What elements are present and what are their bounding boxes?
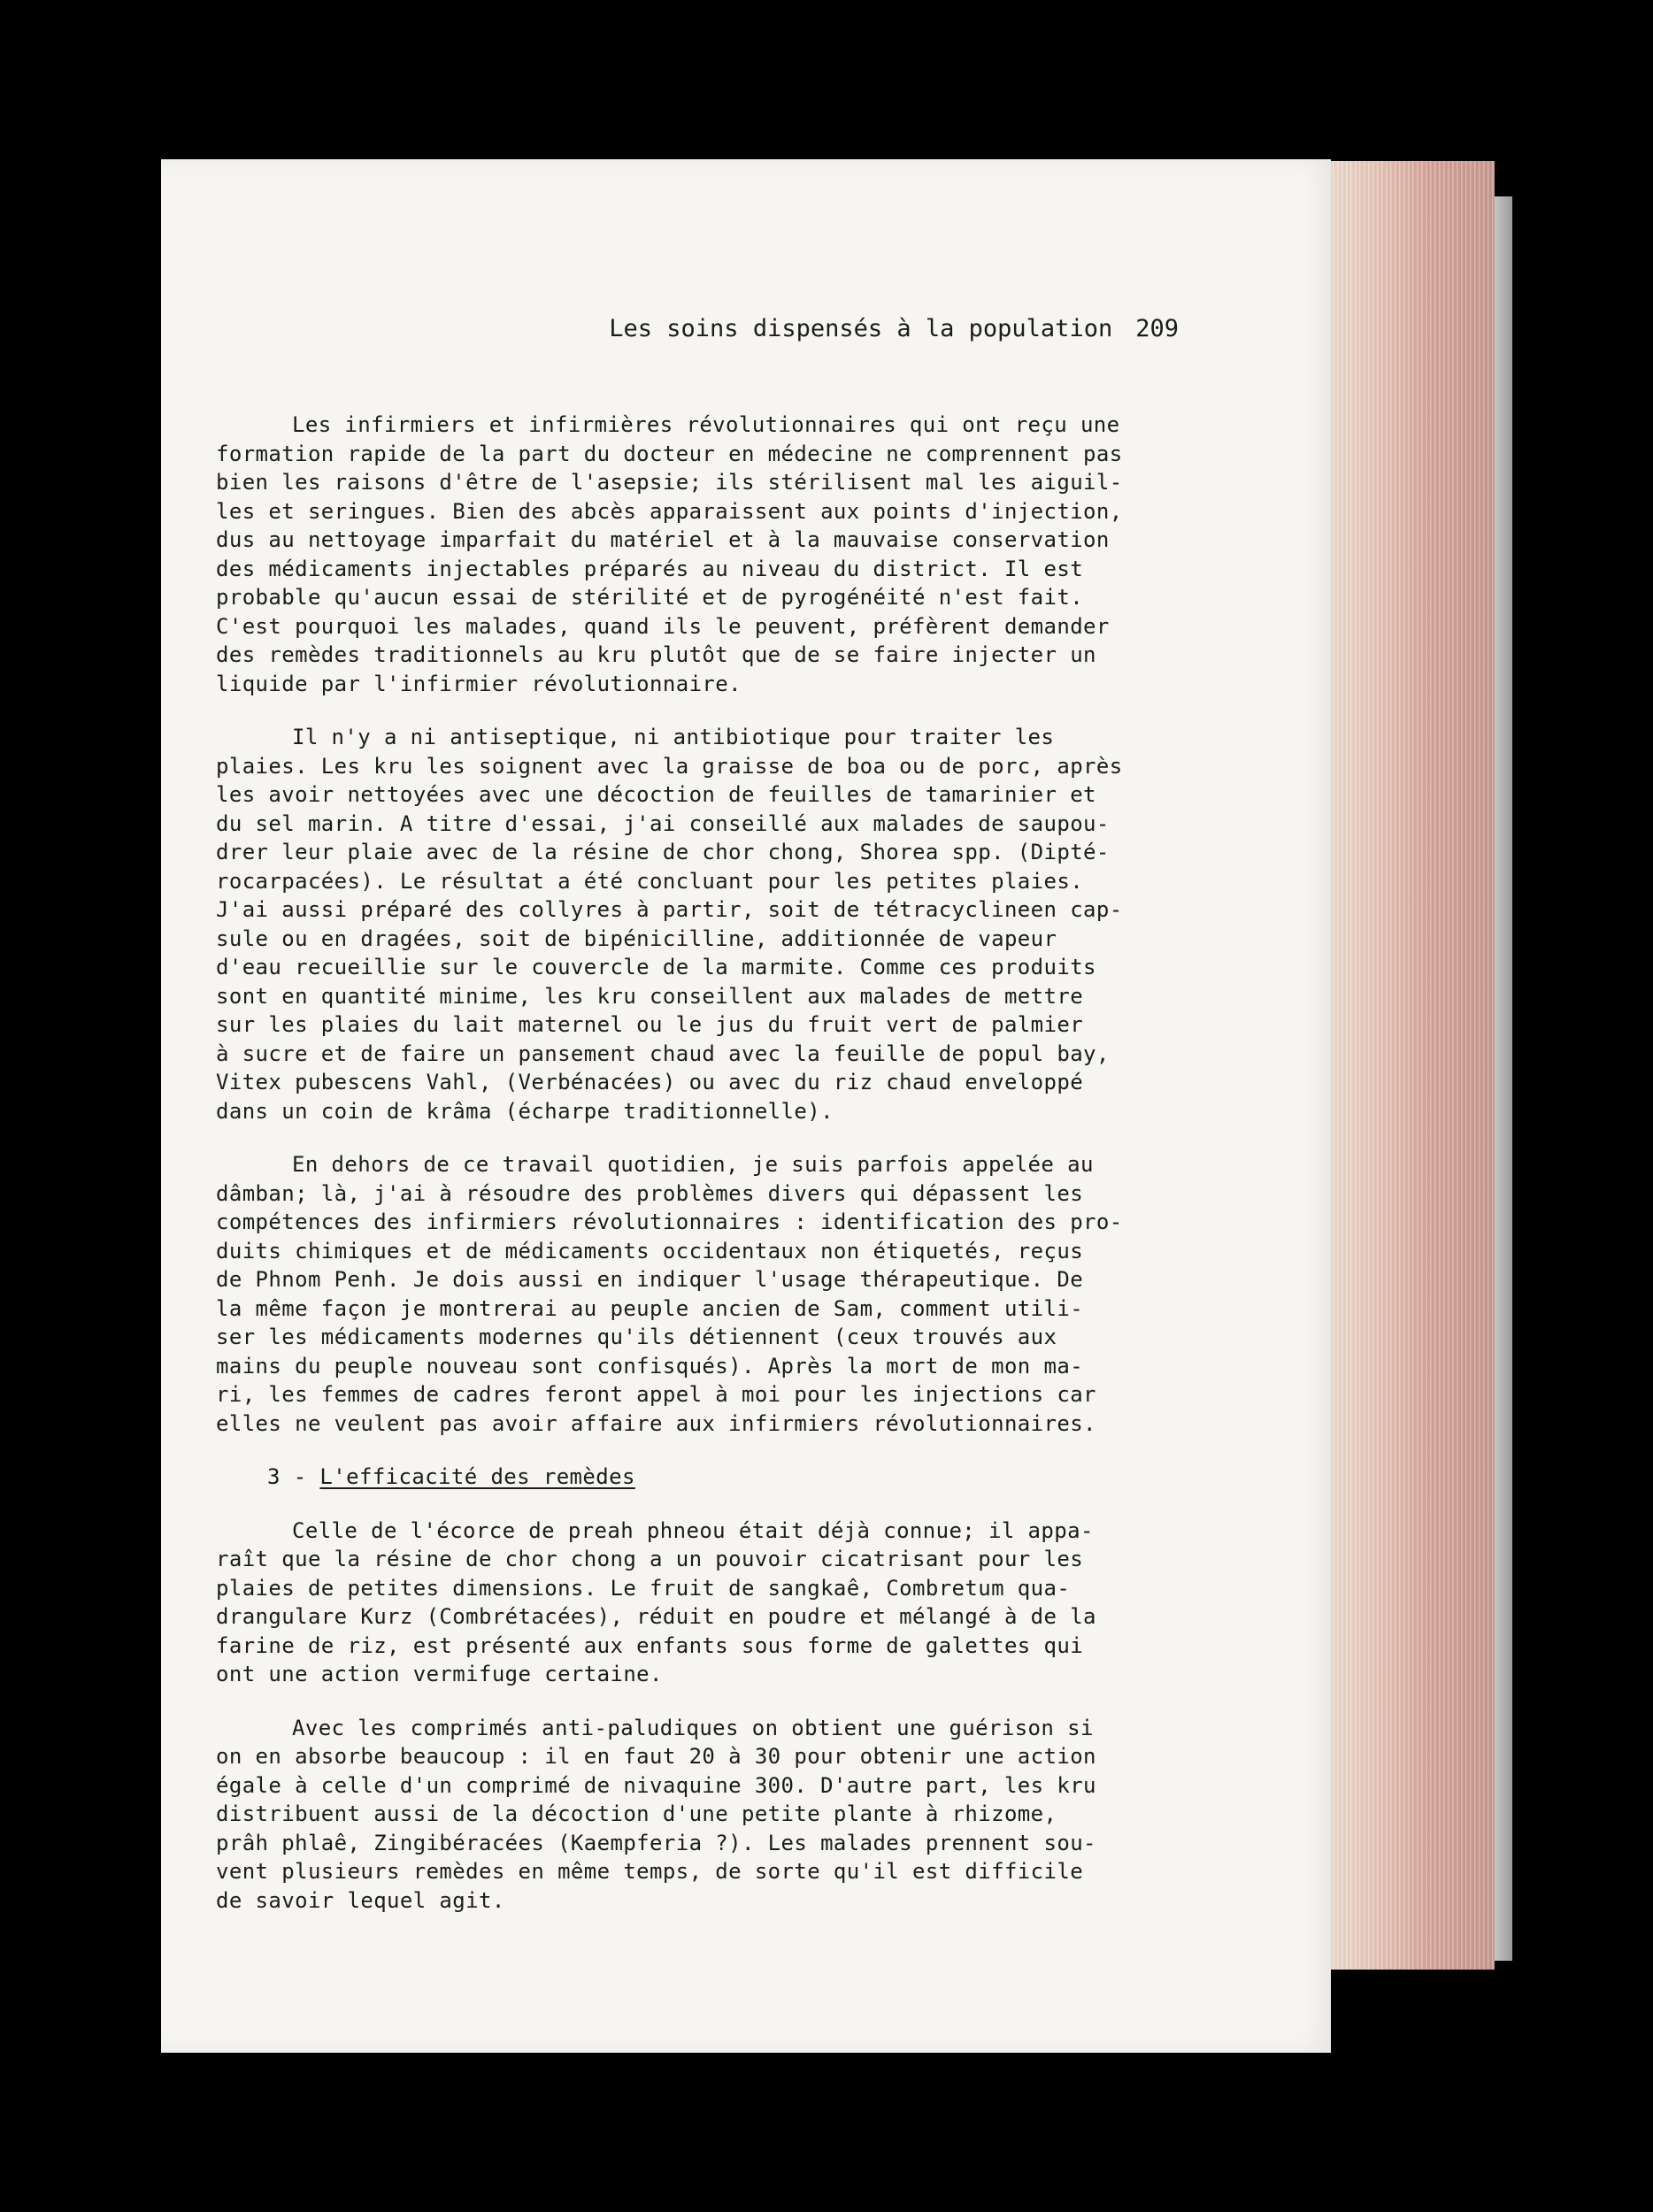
paragraph-2 bbox=[216, 723, 1170, 1125]
text-line: Avec les comprimés anti-paludiques on obtient une guérison si bbox=[292, 1715, 1094, 1740]
paragraph-3 bbox=[216, 1150, 1170, 1438]
text-line: Les infirmiers et infirmières révolutionnaires qui ont reçu une bbox=[292, 412, 1120, 437]
section-heading bbox=[216, 1463, 1170, 1492]
text-line: drer leur plaie avec de la résine de chor chong, Shorea spp. (Dipté- bbox=[216, 840, 1110, 864]
text-line: des médicaments injectables préparés au niveau du district. Il est bbox=[216, 556, 1084, 581]
running-header bbox=[609, 315, 1179, 342]
text-line: dâmban; là, j'ai à résoudre des problèmes divers qui dépassent les bbox=[216, 1180, 1084, 1206]
text-line: les avoir nettoyées avec une décoction de feuilles de tamarinier et bbox=[216, 782, 1096, 807]
text-line: à sucre et de faire un pansement chaud avec la feuille de popul bay, bbox=[216, 1041, 1110, 1066]
text-line: ont une action vermifuge certaine. bbox=[216, 1662, 663, 1686]
page-number: 209 bbox=[1135, 315, 1179, 342]
text-line: drangulare Kurz (Combrétacées), réduit en poudre et mélangé à de la bbox=[216, 1604, 1096, 1629]
text-line: vent plusieurs remèdes en même temps, de sorte qu'il est difficile bbox=[216, 1859, 1084, 1884]
text-line: ser les médicaments modernes qu'ils détiennent (ceux trouvés aux bbox=[216, 1325, 1057, 1349]
text-line: C'est pourquoi les malades, quand ils le peuvent, préfèrent demander bbox=[216, 613, 1110, 639]
text-line: sont en quantité minime, les kru conseillent aux malades de mettre bbox=[216, 983, 1084, 1009]
page-body bbox=[216, 411, 1170, 1915]
paragraph-1 bbox=[216, 411, 1170, 698]
header-title: Les soins dispensés à la population bbox=[609, 315, 1113, 342]
text-line: plaies de petites dimensions. Le fruit de sangkaê, Combretum qua- bbox=[216, 1575, 1071, 1601]
text-line: plaies. Les kru les soignent avec la graisse de boa ou de porc, après bbox=[216, 753, 1123, 779]
book-page bbox=[161, 159, 1331, 2053]
section-title: L'efficacité des remèdes bbox=[319, 1464, 635, 1489]
text-line: probable qu'aucun essai de stérilité et de pyrogénéité n'est fait. bbox=[216, 585, 1084, 610]
text-line: distribuent aussi de la décoction d'une petite plante à rhizome, bbox=[216, 1801, 1057, 1826]
text-line: sur les plaies du lait maternel ou le jus du fruit vert de palmier bbox=[216, 1012, 1084, 1037]
text-line: liquide par l'infirmier révolutionnaire. bbox=[216, 671, 742, 696]
text-line: d'eau recueillie sur le couvercle de la marmite. Comme ces produits bbox=[216, 955, 1096, 979]
text-line: En dehors de ce travail quotidien, je suis parfois appelée au bbox=[292, 1152, 1094, 1177]
text-line: des remèdes traditionnels au kru plutôt que de se faire injecter un bbox=[216, 642, 1096, 667]
text-line: égale à celle d'un comprimé de nivaquine 300. D'autre part, les kru bbox=[216, 1772, 1096, 1798]
text-line: rocarpacées). Le résultat a été concluant pour les petites plaies. bbox=[216, 868, 1084, 894]
text-line: mains du peuple nouveau sont confisqués). Après la mort de mon ma- bbox=[216, 1353, 1084, 1379]
text-line: prâh phlaê, Zingibéracées (Kaempferia ?). Les malades prennent sou- bbox=[216, 1830, 1096, 1855]
text-line: J'ai aussi préparé des collyres à partir, soit de tétracyclineen cap- bbox=[216, 897, 1123, 922]
paragraph-5 bbox=[216, 1714, 1170, 1916]
text-line: ri, les femmes de cadres feront appel à moi pour les injections car bbox=[216, 1382, 1096, 1407]
section-number: 3 - bbox=[267, 1464, 307, 1489]
text-line: de savoir lequel agit. bbox=[216, 1887, 505, 1913]
book-page-edges bbox=[1319, 161, 1495, 1970]
text-line: Celle de l'écorce de preah phneou était déjà connue; il appa- bbox=[292, 1517, 1094, 1543]
paragraph-4 bbox=[216, 1517, 1170, 1689]
text-line: raît que la résine de chor chong a un pouvoir cicatrisant pour les bbox=[216, 1547, 1084, 1571]
text-line: Il n'y a ni antiseptique, ni antibiotique pour traiter les bbox=[292, 725, 1055, 749]
text-line: bien les raisons d'être de l'asepsie; ils stérilisent mal les aiguil- bbox=[216, 470, 1123, 495]
text-line: dans un coin de krâma (écharpe traditionnelle). bbox=[216, 1098, 834, 1124]
text-line: on en absorbe beaucoup : il en faut 20 à 30 pour obtenir une action bbox=[216, 1744, 1096, 1769]
text-line: sule ou en dragées, soit de bipénicilline, additionnée de vapeur bbox=[216, 926, 1057, 951]
text-line: duits chimiques et de médicaments occidentaux non étiquetés, reçus bbox=[216, 1238, 1084, 1263]
text-line: compétences des infirmiers révolutionnaires : identification des pro- bbox=[216, 1210, 1123, 1234]
text-line: la même façon je montrerai au peuple ancien de Sam, comment utili- bbox=[216, 1295, 1084, 1321]
text-line: du sel marin. A titre d'essai, j'ai conseillé aux malades de saupou- bbox=[216, 810, 1110, 836]
text-line: elles ne veulent pas avoir affaire aux infirmiers révolutionnaires. bbox=[216, 1410, 1096, 1436]
text-line: de Phnom Penh. Je dois aussi en indiquer l'usage thérapeutique. De bbox=[216, 1267, 1084, 1292]
text-line: dus au nettoyage imparfait du matériel et à la mauvaise conservation bbox=[216, 527, 1110, 552]
text-line: farine de riz, est présenté aux enfants sous forme de galettes qui bbox=[216, 1632, 1084, 1658]
text-line: formation rapide de la part du docteur en médecine ne comprennent pas bbox=[216, 441, 1123, 466]
text-line: Vitex pubescens Vahl, (Verbénacées) ou avec du riz chaud enveloppé bbox=[216, 1070, 1084, 1094]
text-line: les et seringues. Bien des abcès apparaissent aux points d'injection, bbox=[216, 498, 1123, 524]
